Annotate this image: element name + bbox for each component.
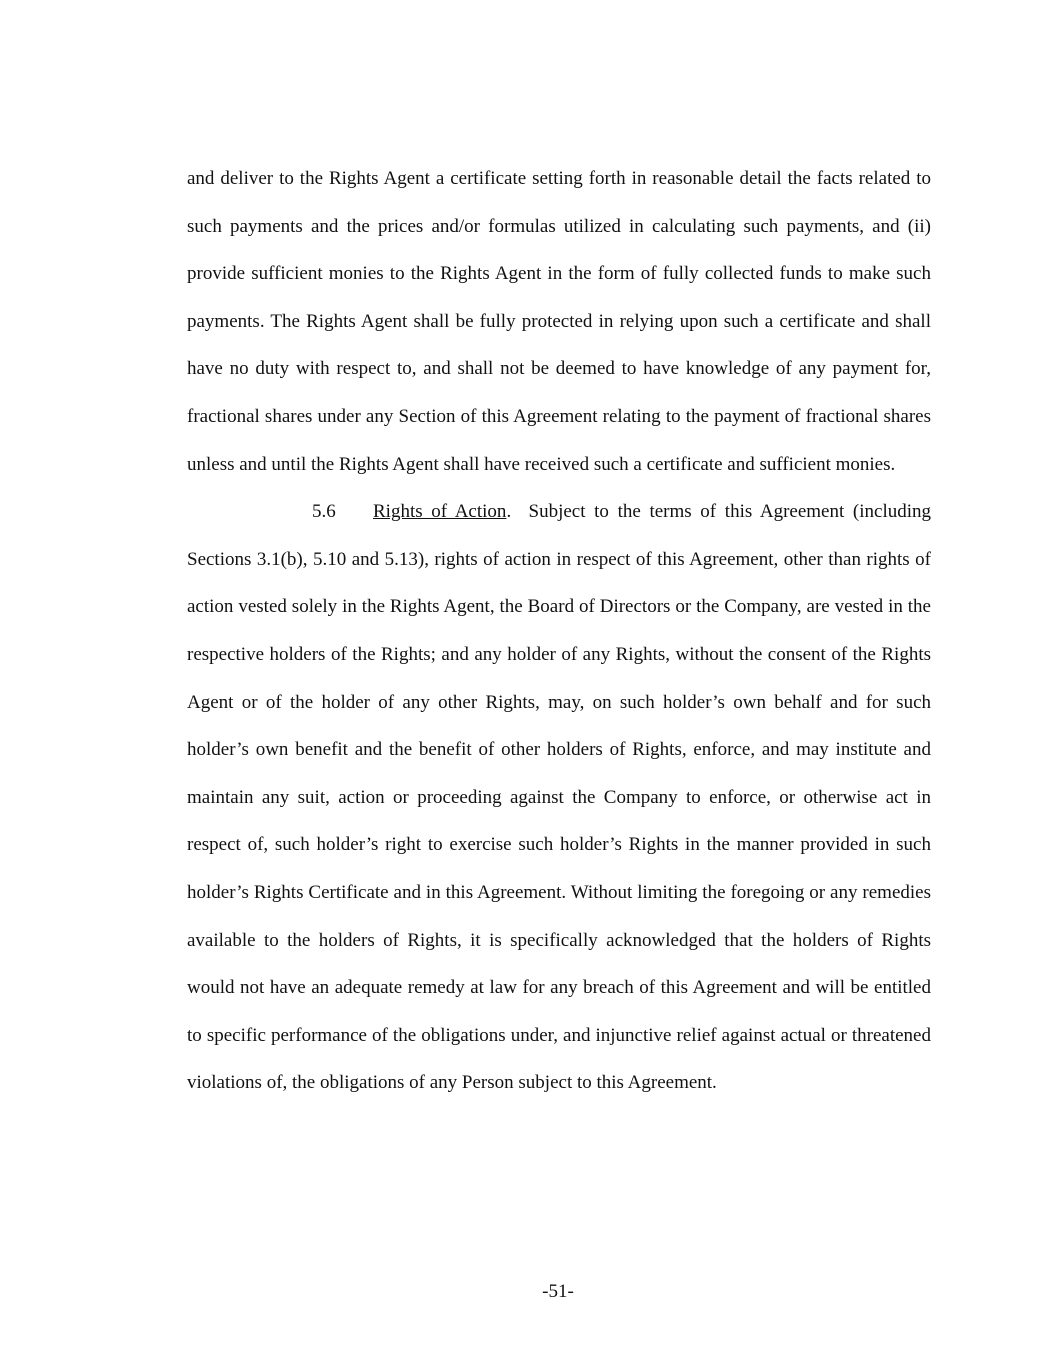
paragraph-continuation [187, 155, 931, 488]
section-5-6-paragraph [187, 488, 931, 1107]
page-number: -51- [542, 1281, 574, 1302]
paragraph-text: Subject to the terms of this Agreement (including Sections 3.1(b), 5.10 and 5.13), rights of action in respect of this Agreement, other than rights of action vested solely in the Rights Agent, the Board of Directors or the Company, are vested in the respective holders of the Rights; and any holder of any Rights, without the consent of the Rights Agent or of the holder of any other Rights, may, on such holder’s own behalf and for such holder’s own benefit and the benefit of other holders of Rights, enforce, and may institute and maintain any suit, action or proceeding against the Company to enforce, or otherwise act in respect of, such holder’s right to exercise such holder’s Rights in the manner provided in such holder’s Rights Certificate and in this Agreement. Without limiting the foregoing or any remedies available to the holders of Rights, it is specifically acknowledged that the holders of Rights would not have an adequate remedy at law for any breach of this Agreement and will be entitled to specific performance of the obligations under, and injunctive relief against actual or threatened violations of, the obligations of any Person subject to this Agreement. [187, 501, 931, 1094]
section-title: Rights of Action [373, 501, 507, 523]
document-body [187, 155, 931, 1107]
section-number: 5.6 [312, 501, 336, 523]
section-title-period: . [506, 501, 512, 523]
paragraph-text: and deliver to the Rights Agent a certificate setting forth in reasonable detail the facts related to such payments and the prices and/or formulas utilized in calculating such payments, and (ii) provide sufficient monies to the Rights Agent in the form of fully collected funds to make such payments. The Rights Agent shall be fully protected in relying upon such a certificate and shall have no duty with respect to, and shall not be deemed to have knowledge of any payment for, fractional shares under any Section of this Agreement relating to the payment of fractional shares unless and until the Rights Agent shall have received such a certificate and sufficient monies. [187, 168, 931, 475]
